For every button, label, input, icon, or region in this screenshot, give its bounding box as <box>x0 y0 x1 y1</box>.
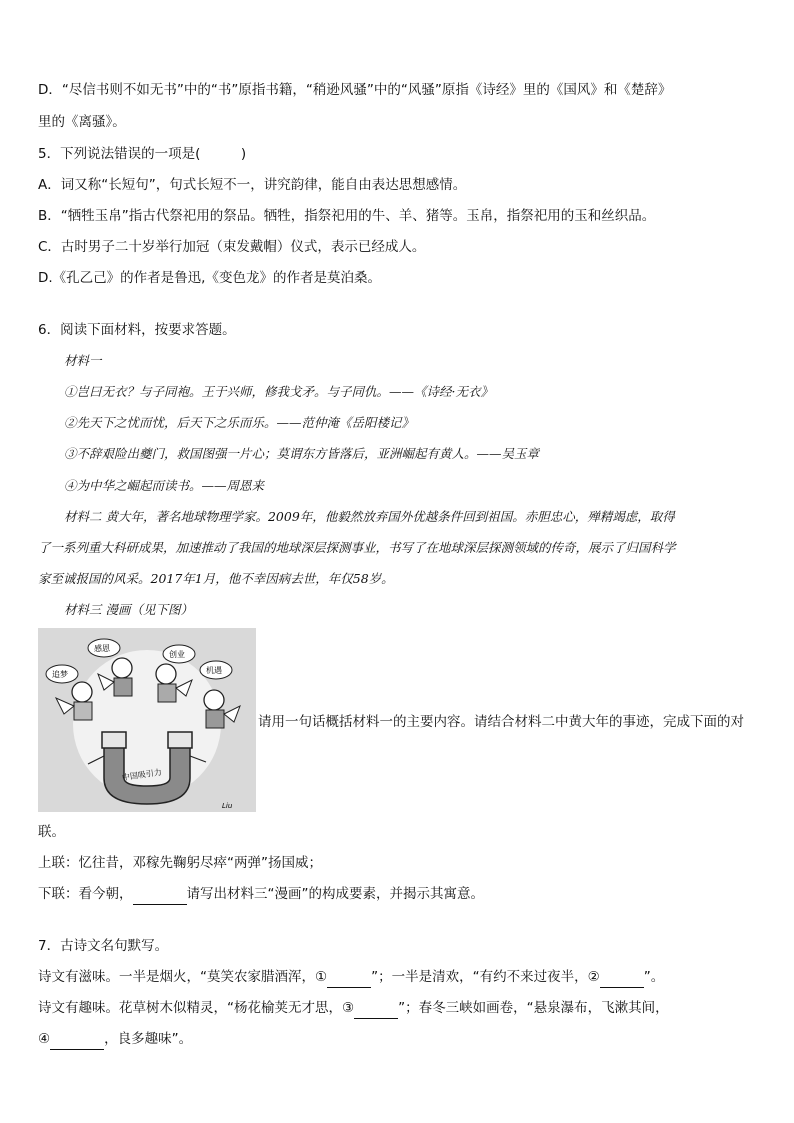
q7-line2-a: 诗文有趣味。花草树木似精灵，“杨花榆荚无才思，③ <box>38 1000 355 1016</box>
material2-line3: 家至诚报国的风采。2017年1月，他不幸因病去世，年仅58岁。 <box>38 571 394 586</box>
cartoon-signature: Liu <box>222 802 233 810</box>
blank-2[interactable] <box>600 967 644 988</box>
q5-stem: 5．下列说法错误的一项是( ) <box>38 146 247 162</box>
couplet-answer-blank[interactable] <box>133 884 187 905</box>
blank-3[interactable] <box>354 998 398 1019</box>
cartoon-image <box>38 628 256 812</box>
q4-option-d-line2: 里的《离骚》。 <box>38 114 126 130</box>
figure-right <box>204 690 240 728</box>
q7-line1-c: ”。 <box>643 969 665 985</box>
material2-line2: 了一系列重大科研成果，加速推动了我国的地球深层探测事业，书写了在地球深层探测领域的传奇，展示了归国科学 <box>38 540 676 555</box>
blank-1[interactable] <box>327 967 371 988</box>
couplet-lower <box>38 884 484 905</box>
q7-line2-b: ”；春冬三峡如画卷，“悬泉瀑布，飞漱其间， <box>398 1000 669 1016</box>
q5-option-c: C．古时男子二十岁举行加冠（束发戴帽）仪式，表示已经成人。 <box>38 239 426 255</box>
material1-item4: ④为中华之崛起而读书。——周恩来 <box>64 478 265 493</box>
couplet-upper: 上联：忆往昔，邓稼先鞠躬尽瘁“两弹”扬国威； <box>38 855 322 871</box>
q7-line3-b: ，良多趣味”。 <box>104 1031 193 1047</box>
material1-title: 材料一 <box>64 353 102 368</box>
material1-item1: ①岂曰无衣？与子同袍。王于兴师，修我戈矛。与子同仇。——《诗经·无衣》 <box>64 384 493 399</box>
q7-stem: 7．古诗文名句默写。 <box>38 938 169 954</box>
bubble-ji-yu: 机遇 <box>206 666 222 675</box>
q6-question-inline: 请用一句话概括材料一的主要内容。请结合材料二中黄大年的事迹，完成下面的对 <box>258 714 744 730</box>
blank-4[interactable] <box>50 1029 104 1050</box>
q4-option-d-line1: D．“尽信书则不如无书”中的“书”原指书籍，“稍逊风骚”中的“风骚”原指《诗经》里的《国风》和《楚辞》 <box>38 82 672 98</box>
q7-line1 <box>38 967 664 988</box>
q5-option-a: A．词又称“长短句”，句式长短不一，讲究韵律，能自由表达思想感情。 <box>38 177 467 193</box>
q7-line2 <box>38 998 669 1019</box>
q5-option-d: D.《孔乙己》的作者是鲁迅,《变色龙》的作者是莫泊桑。 <box>38 270 381 286</box>
bubble-gan-en: 感恩 <box>94 644 110 653</box>
q5-option-b: B．“牺牲玉帛”指古代祭祀用的祭品。牺牲，指祭祀用的牛、羊、猪等。玉帛，指祭祀用的玉和丝织品。 <box>38 208 656 224</box>
couplet-lower-prefix: 下联：看今朝， <box>38 886 133 902</box>
material3-title: 材料三 漫画（见下图） <box>64 602 193 617</box>
q6-stem: 6．阅读下面材料，按要求答题。 <box>38 322 236 338</box>
cartoon-drawing <box>38 628 256 812</box>
material1-item2: ②先天下之忧而忧，后天下之乐而乐。——范仲淹《岳阳楼记》 <box>64 415 415 430</box>
q7-line3 <box>38 1029 192 1050</box>
bubble-zhui-meng: 追梦 <box>52 670 68 679</box>
q7-line1-a: 诗文有滋味。一半是烟火，“莫笑农家腊酒浑，① <box>38 969 328 985</box>
q7-line1-b: ”；一半是清欢，“有约不来过夜半，② <box>371 969 600 985</box>
material1-item3: ③不辞艰险出夔门，救国图强一片心；莫谓东方皆落后，亚洲崛起有黄人。——吴玉章 <box>64 446 540 461</box>
figure-left <box>56 682 92 720</box>
couplet-lower-suffix: 请写出材料三“漫画”的构成要素，并揭示其寓意。 <box>186 886 484 902</box>
q6-question-cont: 联。 <box>38 824 65 840</box>
magnet-label: 中国吸引力 <box>121 767 163 783</box>
material2-line1: 材料二 黄大年，著名地球物理学家。2009年，他毅然放弃国外优越条件回到祖国。赤胆忠心，殚精竭虑，取得 <box>64 509 675 524</box>
bubble-chuang-ye: 创业 <box>169 650 185 659</box>
q7-line3-a: ④ <box>38 1031 51 1047</box>
